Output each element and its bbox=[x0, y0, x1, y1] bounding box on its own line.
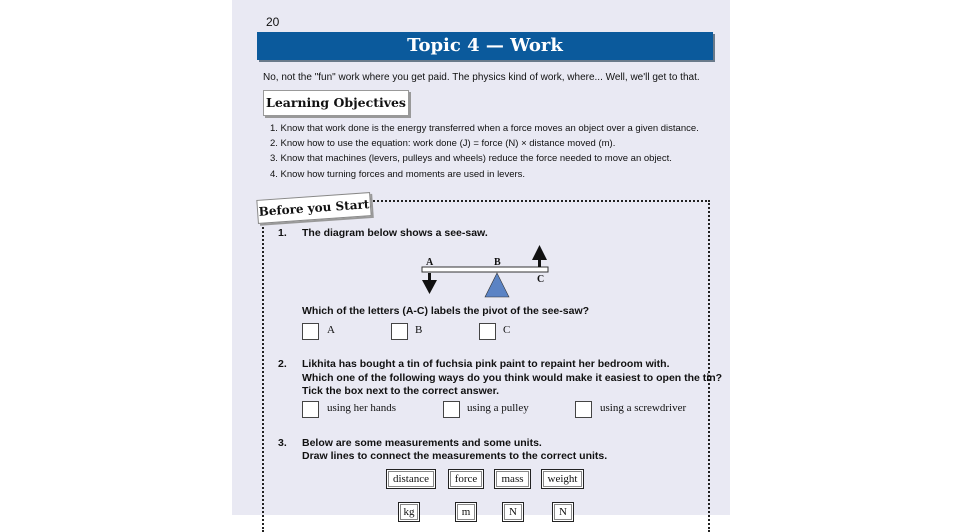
unit-n[interactable]: N bbox=[502, 502, 524, 522]
page-number: 20 bbox=[266, 15, 280, 29]
unit-n[interactable]: N bbox=[552, 502, 574, 522]
question-text: Tick the box next to the correct answer. bbox=[302, 385, 500, 397]
pivot-triangle bbox=[485, 273, 509, 297]
checkbox-a[interactable] bbox=[302, 323, 319, 340]
question-text: Below are some measurements and some units. bbox=[302, 437, 542, 449]
question-text: Which one of the following ways do you think would make it easiest to open the tin? bbox=[302, 372, 723, 384]
objective-item: 1. Know that work done is the energy transferred when a force moves an object over a given distance. bbox=[270, 123, 699, 134]
question-prompt: Which of the letters (A-C) labels the pivot of the see-saw? bbox=[302, 305, 590, 317]
question-number: 3. bbox=[278, 437, 287, 449]
checkbox-c[interactable] bbox=[479, 323, 496, 340]
question-text: Likhita has bought a tin of fuchsia pink paint to repaint her bedroom with. bbox=[302, 358, 670, 370]
down-arrow-icon bbox=[422, 273, 437, 294]
objective-item: 2. Know how to use the equation: work done (J) = force (N) × distance moved (m). bbox=[270, 138, 616, 149]
question-number: 1. bbox=[278, 227, 287, 239]
option-label: A bbox=[327, 324, 335, 336]
option-label: B bbox=[415, 324, 423, 336]
unit-kg[interactable]: kg bbox=[398, 502, 420, 522]
objective-item: 4. Know how turning forces and moments are used in levers. bbox=[270, 169, 526, 180]
question-text: Draw lines to connect the measurements to the correct units. bbox=[302, 450, 608, 462]
see-saw-beam bbox=[422, 267, 548, 272]
option-label: using a screwdriver bbox=[600, 402, 687, 414]
unit-m[interactable]: m bbox=[455, 502, 477, 522]
intro-text: No, not the "fun" work where you get paid. The physics kind of work, where... Well, we'll get to that. bbox=[263, 72, 700, 83]
measurement-force[interactable]: force bbox=[448, 469, 484, 489]
question-text: The diagram below shows a see-saw. bbox=[302, 227, 488, 239]
checkbox-b[interactable] bbox=[391, 323, 408, 340]
up-arrow-icon bbox=[532, 245, 547, 267]
textbook-page bbox=[232, 0, 730, 518]
question-number: 2. bbox=[278, 358, 287, 370]
measurement-weight[interactable]: weight bbox=[541, 469, 584, 489]
topic-title-banner: Topic 4 — Work bbox=[257, 32, 713, 60]
diagram-label-a: A bbox=[426, 257, 434, 268]
checkbox-hands[interactable] bbox=[302, 401, 319, 418]
option-label: using her hands bbox=[327, 402, 397, 414]
checkbox-pulley[interactable] bbox=[443, 401, 460, 418]
learning-objectives-heading: Learning Objectives bbox=[263, 90, 409, 116]
diagram-label-b: B bbox=[494, 257, 501, 268]
before-you-start-heading: Before you Start bbox=[256, 192, 371, 224]
measurement-mass[interactable]: mass bbox=[494, 469, 531, 489]
option-label: C bbox=[503, 324, 511, 336]
option-label: using a pulley bbox=[467, 402, 529, 414]
see-saw-diagram bbox=[417, 242, 557, 300]
measurement-distance[interactable]: distance bbox=[386, 469, 436, 489]
checkbox-screwdriver[interactable] bbox=[575, 401, 592, 418]
objective-item: 3. Know that machines (levers, pulleys and wheels) reduce the force needed to move an object. bbox=[270, 153, 672, 164]
diagram-label-c: C bbox=[537, 274, 545, 285]
